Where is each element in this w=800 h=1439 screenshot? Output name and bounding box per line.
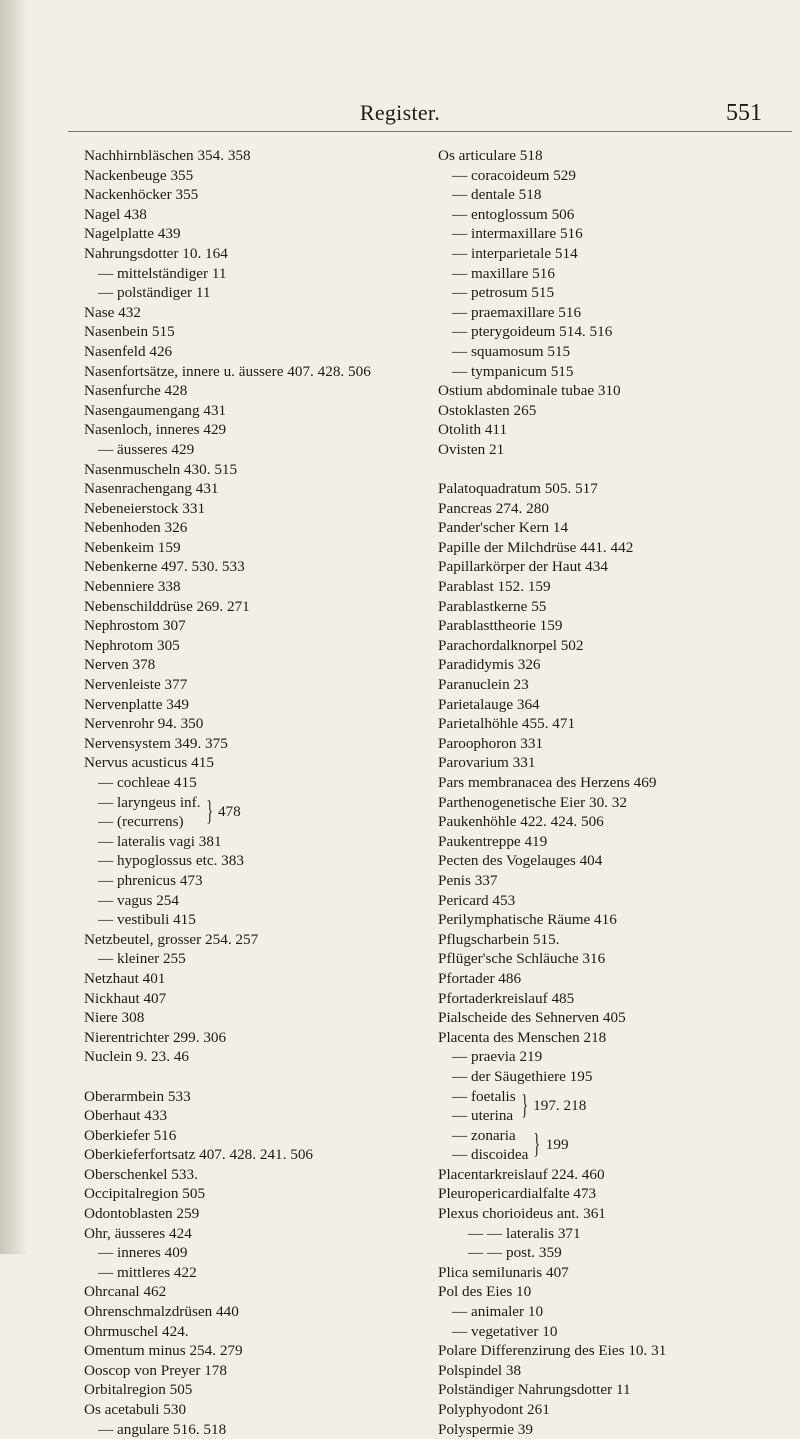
index-entry: Ohrenschmalzdrüsen 440 (84, 1303, 239, 1321)
index-entry: Nebenschilddrüse 269. 271 (84, 597, 250, 615)
index-entry: Pflüger'sche Schläuche 316 (438, 950, 606, 968)
brace-icon: } (205, 796, 213, 828)
bracketed-lines (452, 1087, 516, 1126)
index-entry: Polständiger Nahrungsdotter 11 (438, 1381, 631, 1399)
index-subentry: — squamosum 515 (452, 342, 571, 360)
index-entry: Parietalauge 364 (438, 695, 540, 713)
index-entry: Nervenrohr 94. 350 (84, 715, 204, 733)
index-entry: Nervenplatte 349 (84, 695, 190, 713)
index-subentry: — entoglossum 506 (452, 205, 575, 223)
page-number: 551 (726, 100, 762, 126)
index-entry: Nebenkeim 159 (84, 538, 181, 556)
index-entry: Nagel 438 (84, 205, 147, 223)
index-subentry: — praevia 219 (452, 1048, 543, 1066)
index-entry: Paukentreppe 419 (438, 832, 548, 850)
index-entry: Nierentrichter 299. 306 (84, 1028, 227, 1046)
index-entry: Plica semilunaris 407 (438, 1263, 569, 1281)
index-subentry: — inneres 409 (98, 1244, 188, 1262)
index-subentry: — der Säugethiere 195 (452, 1067, 593, 1085)
index-subentry: — (recurrens) (98, 813, 184, 831)
index-column-left (84, 146, 414, 1439)
index-entry: Nebenniere 338 (84, 578, 181, 596)
index-subentry: — hypoglossus etc. 383 (98, 852, 244, 870)
index-entry: Ovisten 21 (438, 440, 505, 458)
index-entry: Otolith 411 (438, 421, 508, 439)
index-subentry: — polständiger 11 (98, 284, 211, 302)
index-subentry: — mittelständiger 11 (98, 264, 227, 282)
index-subentry: — uterina (452, 1107, 514, 1125)
index-subentry: — dentale 518 (452, 186, 542, 204)
index-subentry: — maxillare 516 (452, 264, 555, 282)
page-gutter-shadow (0, 0, 28, 1254)
index-subentry: — cochleae 415 (98, 774, 197, 791)
index-entry: Nervensystem 349. 375 (84, 734, 228, 752)
index-entry: Plexus chorioideus ant. 361 (438, 1205, 606, 1223)
bracket-page-ref: 197. 218 (533, 1097, 587, 1115)
index-entry: Palatoquadratum 505. 517 (438, 480, 598, 498)
index-entry: Parthenogenetische Eier 30. 32 (438, 793, 627, 811)
index-subentry: — vegetativer 10 (452, 1322, 558, 1340)
index-subentry: — phrenicus 473 (98, 871, 203, 889)
index-entry: Paranuclein 23 (438, 676, 529, 694)
brace-icon: } (533, 1129, 541, 1161)
index-subentry: — pterygoideum 514. 516 (452, 323, 613, 341)
index-column-right (438, 146, 788, 1439)
index-entry: Papille der Milchdrüse 441. 442 (438, 538, 634, 556)
running-title: Register. (359, 100, 441, 125)
index-entry: Pialscheide des Sehnerven 405 (438, 1009, 626, 1027)
index-entry: Pfortaderkreislauf 485 (438, 989, 575, 1007)
index-entry: Nackenbeuge 355 (84, 166, 194, 184)
index-entry: Papillarkörper der Haut 434 (438, 558, 608, 576)
index-entry: Ostium abdominale tubae 310 (438, 382, 621, 400)
index-entry: Parablast 152. 159 (438, 578, 551, 596)
index-subentry: — lateralis vagi 381 (98, 832, 222, 850)
index-entry: Nephrotom 305 (84, 636, 180, 654)
index-subentry: — interparietale 514 (452, 244, 578, 262)
index-subentry: — coracoideum 529 (452, 166, 576, 184)
index-entry: Nervus acusticus 415 (84, 754, 214, 772)
index-subentry: — animaler 10 (452, 1303, 544, 1321)
bracketed-subentries (438, 1126, 788, 1165)
index-entry: Nasenfeld 426 (84, 342, 173, 360)
bracket-page-ref: 199 (545, 1136, 569, 1154)
index-subentry: — laryngeus inf. (98, 793, 201, 811)
bracketed-lines (452, 1126, 528, 1165)
index-subentry: — petrosum 515 (452, 284, 555, 302)
index-entry: Polyspermie 39 (438, 1420, 533, 1438)
index-entry: Nase 432 (84, 303, 141, 321)
index-entry: Polspindel 38 (438, 1361, 522, 1379)
index-subentry: — vagus 254 (98, 891, 179, 909)
letter-section-gap (84, 1067, 414, 1087)
bracketed-lines (98, 793, 201, 832)
index-entry: Nebenkerne 497. 530. 533 (84, 558, 245, 576)
index-subentry: — intermaxillare 516 (452, 225, 583, 243)
index-entry: Polyphyodont 261 (438, 1401, 550, 1418)
index-entry: Parablasttheorie 159 (438, 617, 563, 635)
index-subentry: — zonaria (452, 1126, 516, 1144)
index-entry: Occipitalregion 505 (84, 1185, 206, 1203)
index-subentry: — mittleres 422 (98, 1263, 197, 1281)
index-entry: Nervenleiste 377 (84, 676, 188, 694)
index-entry: Nackenhöcker 355 (84, 186, 199, 204)
index-entry: Ohr, äusseres 424 (84, 1224, 192, 1242)
index-entry: Pars membranacea des Herzens 469 (438, 774, 657, 791)
index-subentry: — discoidea (452, 1146, 529, 1164)
index-entry: Nephrostom 307 (84, 617, 186, 635)
bracket-page-ref: 478 (217, 803, 241, 821)
index-entry: Ooscop von Preyer 178 (84, 1361, 227, 1379)
index-subentry: — angulare 516. 518 (98, 1420, 227, 1438)
index-subentry: — kleiner 255 (98, 950, 186, 968)
index-entry: Polare Differenzirung des Eies 10. 31 (438, 1342, 667, 1360)
index-entry: Niere 308 (84, 1009, 145, 1027)
index-entry: Paradidymis 326 (438, 656, 541, 674)
index-subentry: — tympanicum 515 (452, 362, 574, 380)
index-entry: Parietalhöhle 455. 471 (438, 715, 576, 733)
bracketed-subentries (84, 793, 414, 832)
index-entry: Orbitalregion 505 (84, 1381, 193, 1399)
index-entry: Paukenhöhle 422. 424. 506 (438, 813, 604, 831)
index-entry: Os acetabuli 530 (84, 1401, 187, 1418)
index-entry: Nickhaut 407 (84, 989, 167, 1007)
index-entry: Oberschenkel 533. (84, 1165, 198, 1183)
index-entry: Ohrcanal 462 (84, 1283, 167, 1301)
index-entry: Nahrungsdotter 10. 164 (84, 244, 228, 262)
index-entry: Parachordalknorpel 502 (438, 636, 584, 654)
index-subentry: — — post. 359 (468, 1244, 562, 1262)
index-entry: Nachhirnbläschen 354. 358 (84, 147, 251, 164)
index-entry: Parablastkerne 55 (438, 597, 547, 615)
index-entry: Nasengaumengang 431 (84, 401, 227, 419)
index-subentry: — praemaxillare 516 (452, 303, 582, 321)
index-entry: Ohrmuschel 424. (84, 1322, 189, 1340)
index-entry: Paroophoron 331 (438, 734, 544, 752)
index-entry: Netzhaut 401 (84, 969, 166, 987)
index-entry: Os articulare 518 (438, 147, 543, 164)
index-subentry: — vestibuli 415 (98, 911, 196, 929)
index-entry: Oberkieferfortsatz 407. 428. 241. 506 (84, 1146, 314, 1164)
index-entry: Penis 337 (438, 871, 498, 889)
index-entry: Nasenfurche 428 (84, 382, 188, 400)
index-entry: Placentarkreislauf 224. 460 (438, 1165, 605, 1183)
index-entry: Nasenrachengang 431 (84, 480, 219, 498)
brace-icon: } (521, 1090, 528, 1122)
index-entry: Pancreas 274. 280 (438, 499, 549, 517)
index-entry: Nasenbein 515 (84, 323, 175, 341)
index-entry: Pericard 453 (438, 891, 516, 909)
index-entry: Nuclein 9. 23. 46 (84, 1048, 190, 1066)
bracketed-subentries (438, 1087, 788, 1126)
index-entry: Ostoklasten 265 (438, 401, 537, 419)
index-subentry: — foetalis (452, 1087, 516, 1105)
index-entry: Nerven 378 (84, 656, 156, 674)
index-entry: Oberhaut 433 (84, 1107, 168, 1125)
index-entry: Nebeneierstock 331 (84, 499, 206, 517)
index-entry: Parovarium 331 (438, 754, 536, 772)
index-subentry: — — lateralis 371 (468, 1224, 581, 1242)
index-entry: Oberkiefer 516 (84, 1126, 177, 1144)
index-entry: Placenta des Menschen 218 (438, 1028, 607, 1046)
index-entry: Pfortader 486 (438, 969, 522, 987)
index-entry: Pander'scher Kern 14 (438, 519, 569, 537)
index-entry: Nebenhoden 326 (84, 519, 188, 537)
header-rule (68, 131, 792, 132)
index-subentry: — äusseres 429 (98, 440, 195, 458)
index-entry: Nasenloch, inneres 429 (84, 421, 227, 439)
index-entry: Pecten des Vogelauges 404 (438, 852, 603, 870)
index-entry: Pol des Eies 10 (438, 1283, 532, 1301)
index-entry: Oberarmbein 533 (84, 1087, 191, 1105)
letter-section-gap (438, 460, 788, 480)
index-entry: Nasenmuscheln 430. 515 (84, 460, 238, 478)
index-entry: Perilymphatische Räume 416 (438, 911, 617, 929)
index-entry: Pleuropericardialfalte 473 (438, 1185, 597, 1203)
index-entry: Pflugscharbein 515. (438, 930, 560, 948)
index-entry: Odontoblasten 259 (84, 1205, 200, 1223)
index-entry: Netzbeutel, grosser 254. 257 (84, 930, 259, 948)
index-entry: Omentum minus 254. 279 (84, 1342, 243, 1360)
index-entry: Nasenfortsätze, innere u. äussere 407. 428. 506 (84, 362, 371, 380)
index-entry: Nagelplatte 439 (84, 225, 181, 243)
